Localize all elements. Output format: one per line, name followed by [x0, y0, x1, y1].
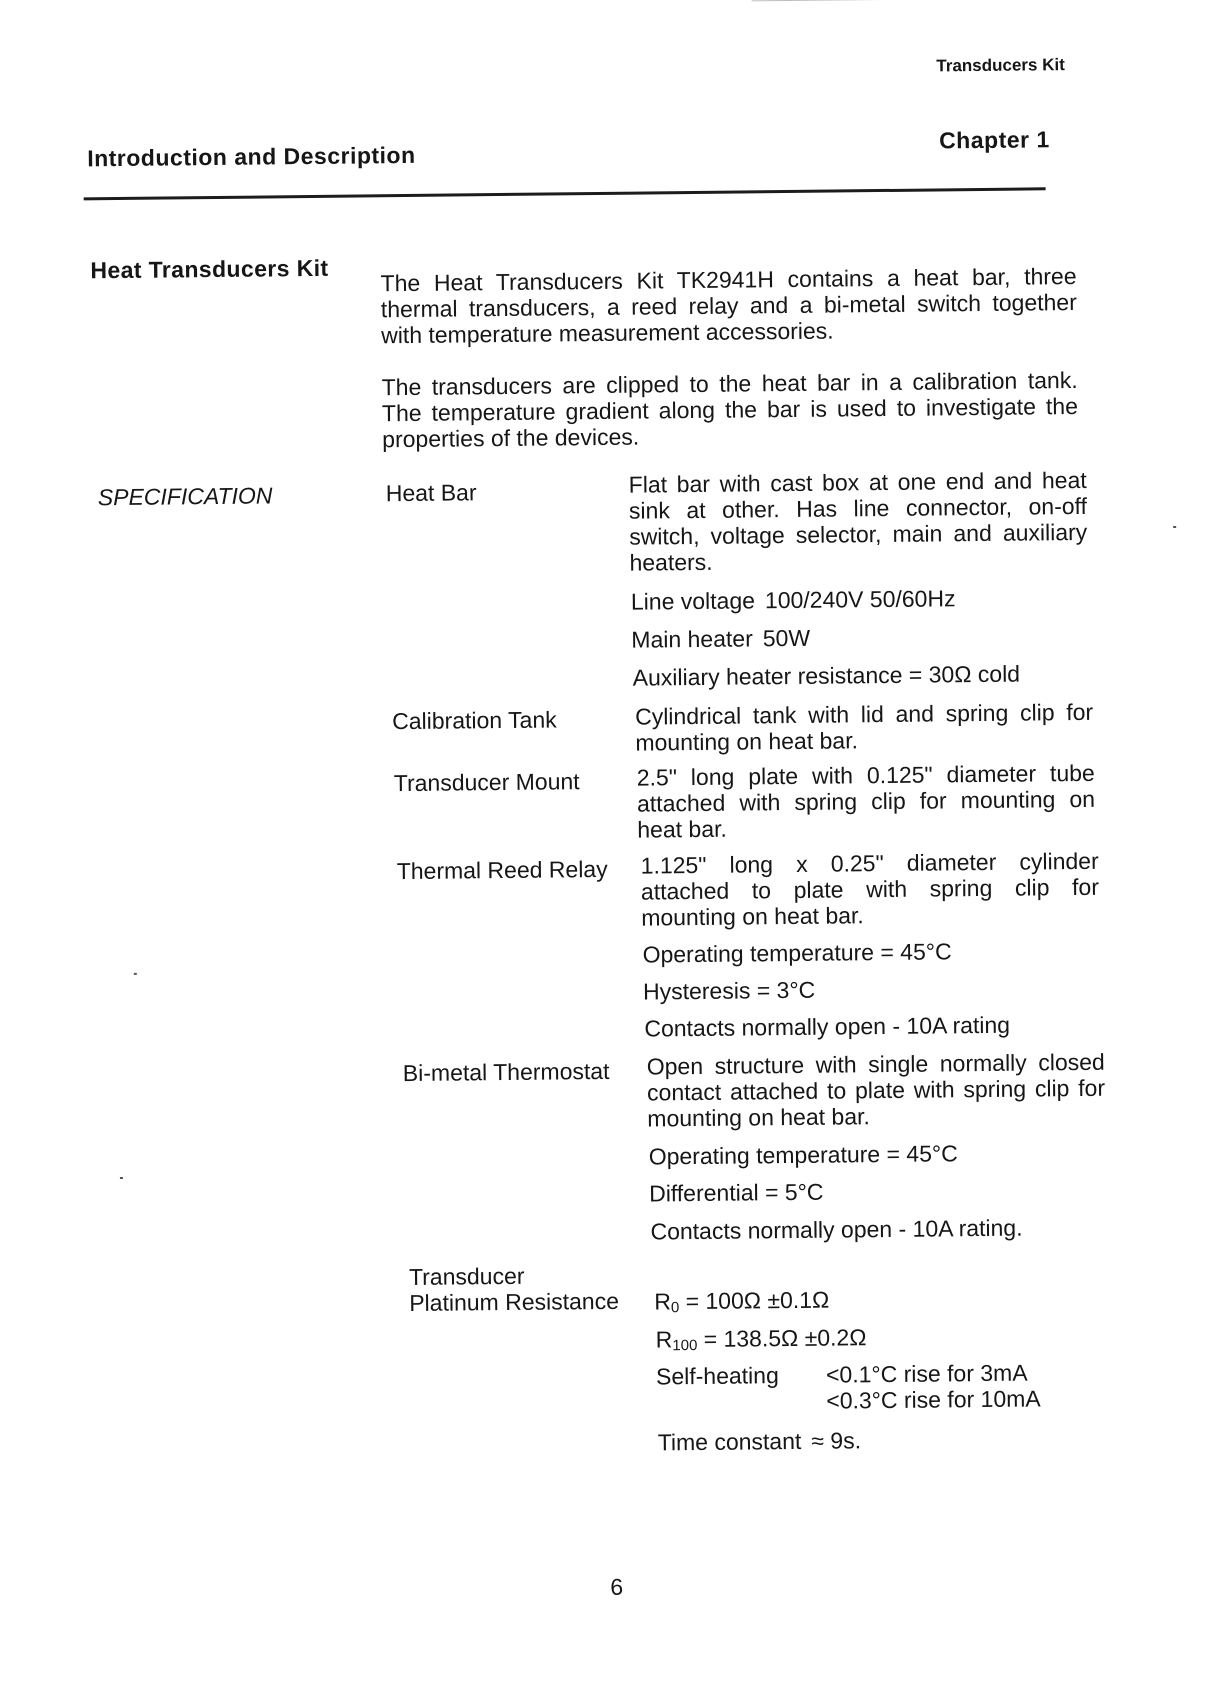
intro-paragraph-2: The transducers are clipped to the heat bar in a calibration tank. The temperature gradient along the bar is used to investigate the properties of the devices. [381, 366, 1079, 453]
calibration-tank-description: Cylindrical tank with lid and spring clip for mounting on heat bar. [634, 698, 1094, 756]
main-heater-label: Main heater [631, 625, 753, 653]
thermostat-description: Open structure with single normally closed contact attached to plate with spring clip for mounting on heat bar. [646, 1048, 1106, 1132]
scan-speck [134, 973, 137, 975]
thermostat-operating-temperature: Operating temperature = 45°C [648, 1140, 958, 1170]
r100-row [656, 1324, 867, 1359]
thermostat-differential: Differential = 5°C [648, 1178, 824, 1207]
header-rule [84, 187, 1046, 200]
self-heating-value-1: <0.1°C rise for 3mA [825, 1359, 1028, 1388]
r0-row [654, 1287, 829, 1322]
top-edge-line [752, 0, 1216, 1]
intro-paragraph-1: The Heat Transducers Kit TK2941H contains a heat bar, three thermal transducers, a reed relay and a bi-metal switch together with temperature measurement accessories. [380, 262, 1077, 349]
reed-operating-temperature: Operating temperature = 45°C [642, 938, 952, 968]
r0-value: = 100Ω ±0.1Ω [679, 1286, 830, 1315]
reed-relay-label: Thermal Reed Relay [396, 855, 608, 885]
page-number: 6 [610, 1573, 624, 1600]
thermostat-contacts: Contacts normally open - 10A rating. [650, 1214, 1023, 1245]
thermostat-label: Bi-metal Thermostat [402, 1057, 610, 1087]
side-heading: Heat Transducers Kit [90, 254, 329, 284]
main-heater-value: 50W [762, 624, 811, 652]
aux-heater-row: Auxiliary heater resistance = 30Ω cold [632, 660, 1021, 691]
transducer-mount-label: Transducer Mount [393, 768, 580, 797]
reed-hysteresis: Hysteresis = 3°C [642, 976, 816, 1005]
main-heater-row [631, 625, 810, 653]
self-heating-value-2: <0.3°C rise for 10mA [826, 1385, 1041, 1414]
line-voltage-label: Line voltage [630, 587, 756, 615]
r0-symbol: R [654, 1288, 672, 1315]
platinum-label-line2: Platinum Resistance [409, 1287, 620, 1317]
line-voltage-value: 100/240V 50/60Hz [764, 585, 956, 614]
line-voltage-row [631, 585, 956, 614]
heat-bar-description: Flat bar with cast box at one end and heat sink at other. Has line connector, on-off switch, voltage selector, main and auxiliary heaters. [628, 466, 1088, 576]
time-constant-row [658, 1427, 862, 1455]
time-constant-label: Time constant [657, 1427, 802, 1456]
scan-speck [1173, 526, 1176, 528]
r0-subscript: 0 [670, 1299, 680, 1317]
r100-symbol: R [655, 1326, 673, 1353]
chapter-label: Chapter 1 [938, 126, 1050, 154]
transducer-mount-description: 2.5" long plate with 0.125" diameter tube attached with spring clip for mounting on heat bar. [636, 759, 1096, 843]
reed-contacts: Contacts normally open - 10A rating [644, 1011, 1011, 1042]
specification-label: SPECIFICATION [97, 482, 273, 511]
platinum-label-line1: Transducer [408, 1262, 525, 1291]
reed-relay-description: 1.125" long x 0.25" diameter cylinder attached to plate with spring clip for mounting on heat bar. [640, 847, 1100, 931]
r100-subscript: 100 [672, 1337, 698, 1355]
self-heating-label: Self-heating [655, 1362, 779, 1390]
section-title: Introduction and Description [87, 141, 416, 172]
scan-speck [120, 1177, 123, 1179]
document-title: Transducers Kit [936, 55, 1065, 76]
time-constant-value: ≈ 9s. [811, 1427, 862, 1454]
calibration-tank-label: Calibration Tank [392, 706, 557, 735]
r100-value: = 138.5Ω ±0.2Ω [697, 1324, 867, 1353]
heat-bar-label: Heat Bar [385, 479, 477, 507]
self-heating-row [656, 1360, 1028, 1390]
